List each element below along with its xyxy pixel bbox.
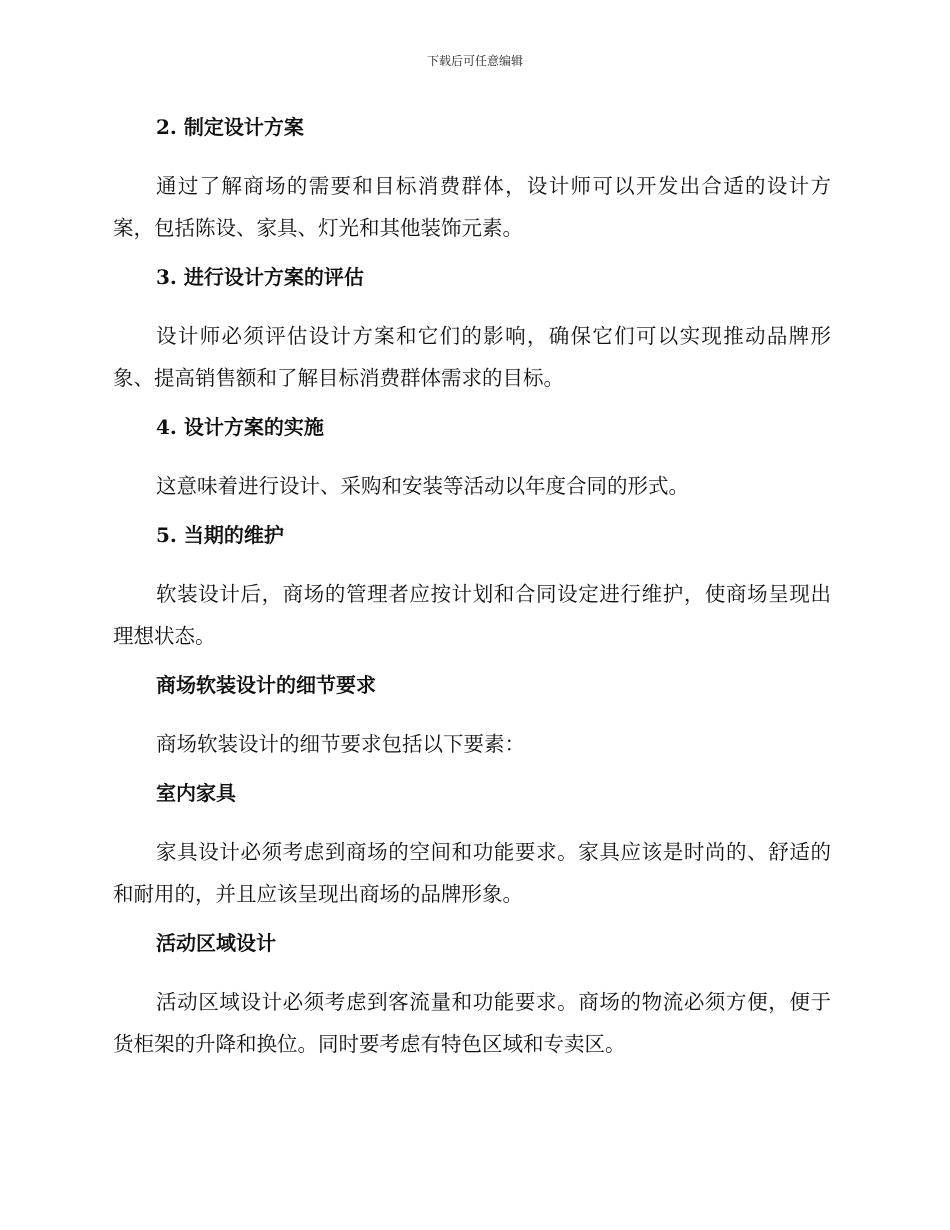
page-header: 下载后可任意编辑 [426, 54, 523, 68]
section-heading: 5. 当期的维护 [156, 523, 284, 547]
section-detail-requirements [113, 670, 831, 765]
section-heading: 室内家具 [156, 781, 236, 805]
section-indoor-furniture [113, 778, 831, 915]
section-paragraph: 家具设计必须考虑到商场的空间和功能要求。家具应该是时尚的、舒适的和耐用的，并且应该呈现出商场的品牌形象。 [113, 840, 831, 906]
section-heading: 商场软装设计的细节要求 [156, 673, 376, 697]
section-paragraph: 这意味着进行设计、采购和安装等活动以年度合同的形式。 [156, 474, 689, 498]
section-evaluate-design-plan [113, 262, 831, 399]
section-heading: 活动区域设计 [156, 931, 276, 955]
document-body [113, 112, 831, 1078]
section-paragraph: 设计师必须评估设计方案和它们的影响，确保它们可以实现推动品牌形象、提高销售额和了解目标消费群体需求的目标。 [113, 324, 831, 390]
section-heading: 4. 设计方案的实施 [156, 415, 324, 439]
section-paragraph: 软装设计后，商场的管理者应按计划和合同设定进行维护，使商场呈现出理想状态。 [113, 582, 831, 648]
section-implement-design-plan [113, 412, 831, 507]
section-heading: 3. 进行设计方案的评估 [156, 265, 364, 289]
section-paragraph: 商场软装设计的细节要求包括以下要素： [156, 732, 525, 756]
section-heading: 2. 制定设计方案 [156, 115, 304, 139]
section-paragraph: 通过了解商场的需要和目标消费群体，设计师可以开发出合适的设计方案，包括陈设、家具、灯光和其他装饰元素。 [113, 174, 831, 240]
section-maintenance [113, 520, 831, 657]
section-make-design-plan [113, 112, 831, 249]
section-paragraph: 活动区域设计必须考虑到客流量和功能要求。商场的物流必须方便，便于货柜架的升降和换位。同时要考虑有特色区域和专卖区。 [113, 990, 831, 1056]
section-activity-area-design [113, 928, 831, 1065]
